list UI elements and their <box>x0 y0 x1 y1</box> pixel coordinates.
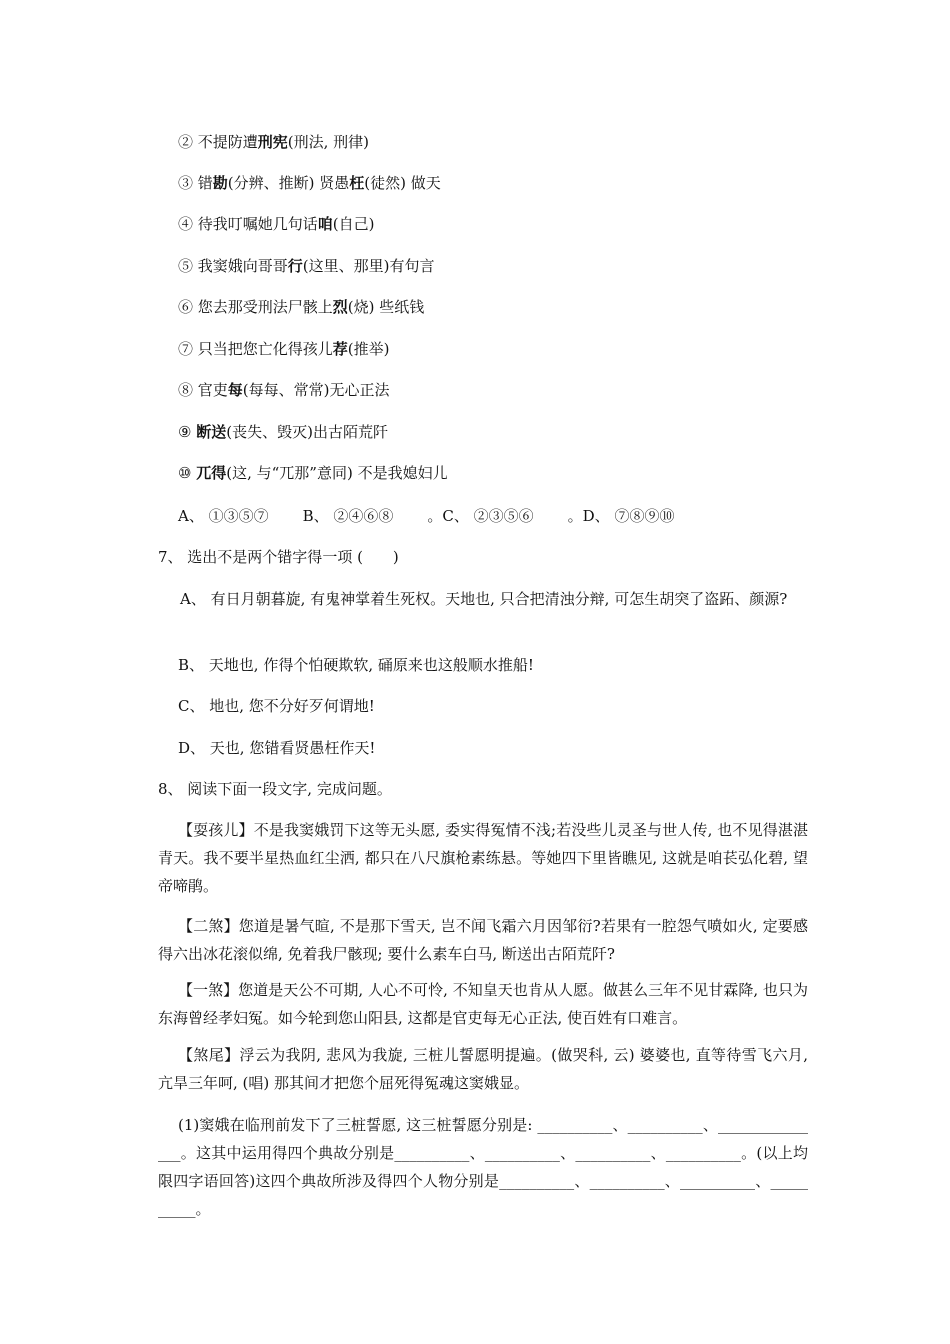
item-3: ③ 错勘(分辨、推断) 贤愚枉(徒然) 做天 <box>178 174 441 192</box>
passage-yisha: 【一煞】您道是天公不可期, 人心不可怜, 不知皇天也肯从人愿。做甚么三年不见甘霖降, 也只为东海曾经孝妇冤。如今轮到您山阳县, 这都是官吏每无心正法, 使百姓有口难言。 <box>158 981 808 1027</box>
item-8: ⑧ 官吏每(每每、常常)无心正法 <box>178 381 390 399</box>
item-5: ⑤ 我窦娥向哥哥行(这里、那里)有句言 <box>178 257 435 275</box>
q7-option-b: B、 天地也, 作得个怕硬欺软, 硧原来也这般顺水推船! <box>178 656 534 674</box>
item-9: ⑨ 断送(丧失、毁灭)出古陌荒阡 <box>178 423 388 441</box>
option-a: A、 ①③⑤⑦ <box>178 507 269 525</box>
item-10: ⑩ 兀得(这, 与“兀那”意同) 不是我媳妇儿 <box>178 464 448 482</box>
passage-shawei: 【煞尾】浮云为我阴, 悲风为我旋, 三桩儿誓愿明提遍。(做哭科, 云) 婆婆也, 直等待雪飞六月, 亢旱三年呵, (唱) 那其间才把您个屈死得冤魂这窦娥显。 <box>158 1046 808 1092</box>
passage-ersha: 【二煞】您道是暑气暄, 不是那下雪天, 岂不闻飞霜六月因邹衍?若果有一腔怨气喷如火, 定要感得六出冰花滚似绵, 免着我尸骸现; 要什么素车白马, 断送出古陌荒阡? <box>158 917 808 963</box>
q7-stem: 7、 选出不是两个错字得一项 ( ) <box>158 548 399 566</box>
option-d: 。D、 ⑦⑧⑨⑩ <box>567 507 675 525</box>
option-b: B、 ②④⑥⑧ <box>302 507 394 525</box>
item-6: ⑥ 您去那受刑法尸骸上烈(烧) 些纸钱 <box>178 298 425 316</box>
q8-question-1: (1)窦娥在临刑前发下了三桩誓愿, 这三桩誓愿分别是: __________、__________、_______________。这其中运用得四个典故分别是__________、__________、__________、__________。(以上均限四字语回答)这四个典故所涉及得四个人物分别是__________、__________、__________、__________。 <box>158 1116 808 1218</box>
q8-stem: 8、 阅读下面一段文字, 完成问题。 <box>158 780 392 798</box>
passage-shuahaier: 【耍孩儿】不是我窦娥罚下这等无头愿, 委实得冤情不浅;若没些儿灵圣与世人传, 也不见得湛湛青天。我不要半星热血红尘洒, 都只在八尺旗枪素练悬。等她四下里皆瞧见, 这就是咱苌弘化碧, 望帝啼鹃。 <box>158 821 808 895</box>
item-7: ⑦ 只当把您亡化得孩儿荐(推举) <box>178 340 390 358</box>
q7-option-c: C、 地也, 您不分好歹何谓地! <box>178 697 375 715</box>
q7-option-a: A、 有日月朝暮旋, 有鬼神掌着生死权。天地也, 只合把清浊分辩, 可怎生胡突了盗跖、颜源? <box>180 590 788 608</box>
q7-option-d: D、 天也, 您错看贤愚枉作天! <box>178 739 376 757</box>
option-c: 。C、 ②③⑤⑥ <box>427 507 534 525</box>
q6-options <box>178 505 708 527</box>
item-4: ④ 待我叮嘱她几句话咱(自己) <box>178 215 375 233</box>
item-2: ② 不提防遭刑宪(刑法, 刑律) <box>178 133 370 151</box>
